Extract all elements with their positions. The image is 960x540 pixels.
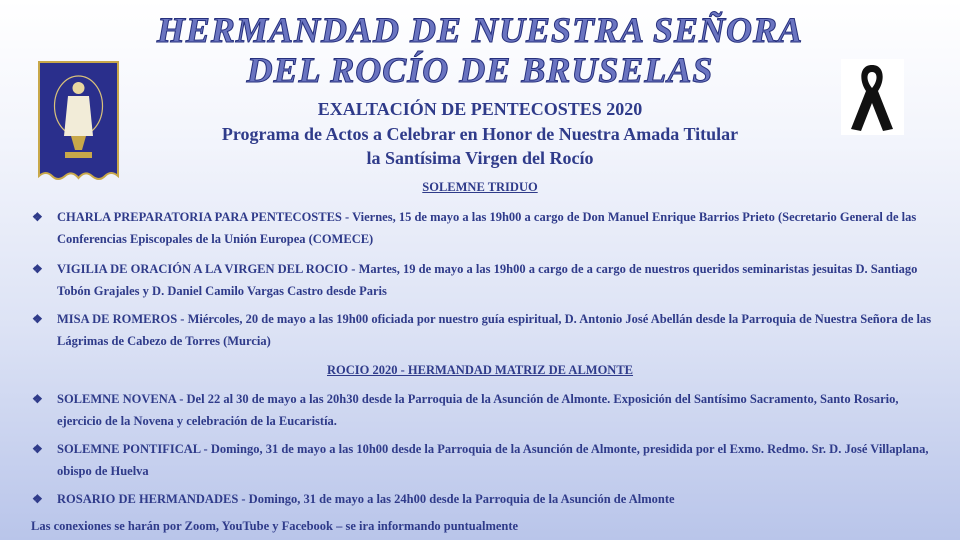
footer-note: Las conexiones se harán por Zoom, YouTube y Facebook – se ira informando puntualmente bbox=[31, 519, 519, 533]
section-heading-triduo: SOLEMNE TRIDUO bbox=[422, 180, 538, 194]
list-item-text: SOLEMNE NOVENA - Del 22 al 30 de mayo a las 20h30 desde la Parroquia de la Asunción de Almonte. Exposición del Santísimo Sacramento, Santo Rosario, ejercicio de la Novena y celebración de la Eucaristía. bbox=[57, 392, 899, 428]
list-item bbox=[32, 308, 937, 352]
page-title-line2: DEL ROCÍO DE BRUSELAS bbox=[246, 50, 714, 90]
list-item bbox=[32, 438, 937, 482]
bullet-icon: ❖ bbox=[32, 312, 43, 326]
event-subtitle: EXALTACIÓN DE PENTECOSTES 2020 bbox=[317, 99, 643, 119]
bullet-icon: ❖ bbox=[32, 262, 43, 276]
bullet-icon: ❖ bbox=[32, 210, 43, 224]
list-item-text: ROSARIO DE HERMANDADES - Domingo, 31 de mayo a las 24h00 desde la Parroquia de la Asunción de Almonte bbox=[57, 492, 675, 506]
bullet-icon: ❖ bbox=[32, 442, 43, 456]
list-item bbox=[32, 488, 937, 510]
section-heading-almonte: ROCIO 2020 - HERMANDAD MATRIZ DE ALMONTE bbox=[326, 363, 634, 377]
program-subtitle: Programa de Actos a Celebrar en Honor de Nuestra Amada Titular bbox=[221, 124, 739, 144]
list-item-text: MISA DE ROMEROS - Miércoles, 20 de mayo a las 19h00 oficiada por nuestro guía espiritual, D. Antonio José Abellán desde la Parroquia de Nuestra Señora de las Lágrimas de Cabezo de Torres (Murcia) bbox=[57, 312, 932, 348]
list-item bbox=[32, 258, 937, 302]
dedication-subtitle: la Santísima Virgen del Rocío bbox=[366, 148, 594, 168]
page-title-line1: HERMANDAD DE NUESTRA SEÑORA bbox=[156, 10, 804, 50]
list-item-text: VIGILIA DE ORACIÓN A LA VIRGEN DEL ROCIO - Martes, 19 de mayo a las 19h00 a cargo de a cargo de nuestros queridos seminaristas jesuitas D. Santiago Tobón Grajales y D. Daniel Camilo Vargas Castro desde Paris bbox=[57, 262, 918, 298]
list-item bbox=[32, 388, 937, 432]
bullet-icon: ❖ bbox=[32, 392, 43, 406]
list-item bbox=[32, 206, 937, 250]
list-item-text: CHARLA PREPARATORIA PARA PENTECOSTES - Viernes, 15 de mayo a las 19h00 a cargo de Don Manuel Enrique Barrios Prieto (Secretario General de las Conferencias Episcopales de la Unión Europea (COMECE) bbox=[57, 210, 917, 246]
list-item-text: SOLEMNE PONTIFICAL - Domingo, 31 de mayo a las 10h00 desde la Parroquia de la Asunción de Almonte, presidida por el Exmo. Redmo. Sr. D. José Villaplana, obispo de Huelva bbox=[57, 442, 929, 478]
bullet-icon: ❖ bbox=[32, 492, 43, 506]
